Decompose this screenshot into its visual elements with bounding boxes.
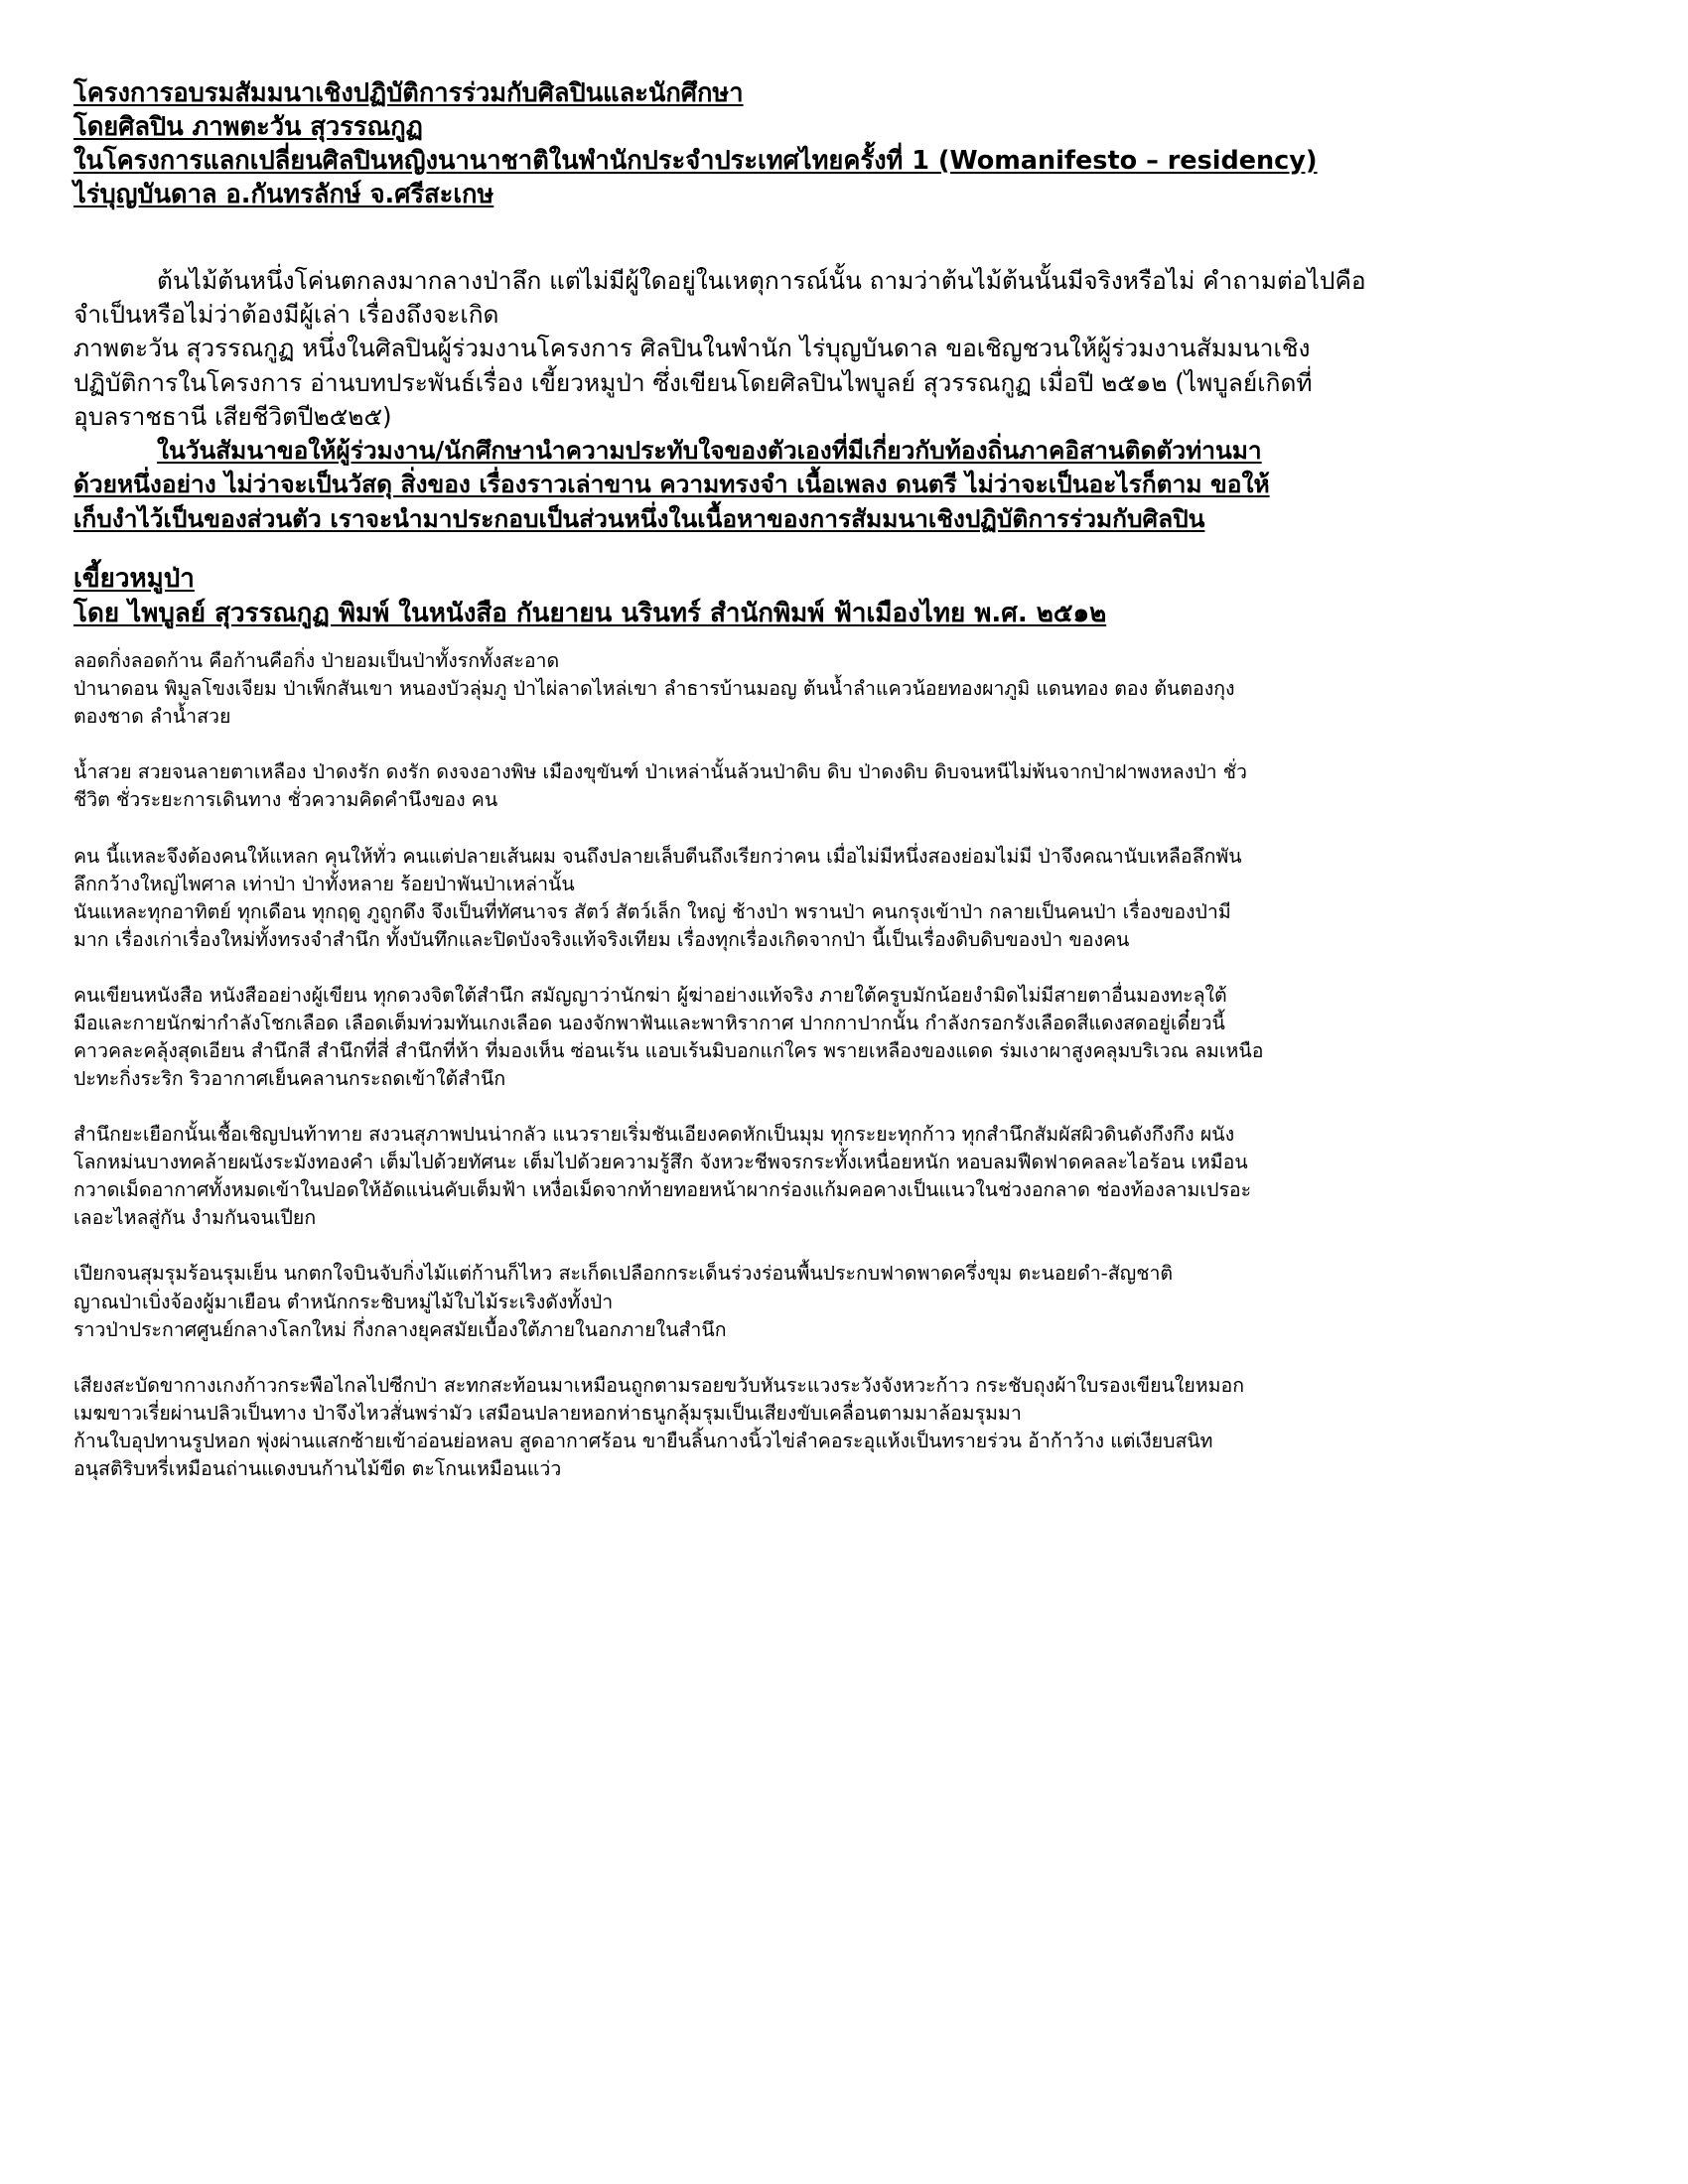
prose-line: คน นี้แหละจึงต้องคนให้แหลก คุนให้ทั่ว คนแต่ปลายเส้นผม จนถึงปลายเล็บตีนถึงเรียกว่าคน เมื่อไม่มีหนึ่งสองย่อมไม่มี ป่าจึงคณานับเหลือลึกพัน <box>73 844 1242 868</box>
heading-line-4: ไร่บุญบันดาล อ.กันทรลักษ์ จ.ศรีสะเกษ <box>73 179 494 209</box>
prose-line: เปียกจนสุมรุมร้อนรุมเย็น นกตกใจบินจับกิ่งไม้แต่ก้านก็ไหว สะเก็ดเปลือกกระเด็นร่วงร่อนพื้นประกบฟาดพาดครึ่งขุม ตะนอยดำ-สัญชาติ <box>73 1262 1174 1286</box>
callout-line-3: เก็บงำไว้เป็นของส่วนตัว เราจะนำมาประกอบเป็นส่วนหนึ่งในเนื้อหาของการสัมมนาเชิงปฏิบัติการร่วมกับศิลปิน <box>73 503 1205 533</box>
paragraph-spacer <box>73 815 1615 843</box>
intro-p2-line2: ปฏิบัติการในโครงการ อ่านบทประพันธ์เรื่อง เขี้ยวหมูป่า ซึ่งเขียนโดยศิลปินไพบูลย์ สุวรรณกูฏ เมื่อปี ๒๕๑๒ (ไพบูลย์เกิดที่ <box>73 367 1313 397</box>
callout-line-1: ในวันสัมนาขอให้ผู้ร่วมงาน/นักศึกษานำความประทับใจของตัวเองที่มีเกี่ยวกับท้องถิ่นภาคอิสานติดตัวท่านมา <box>157 436 1262 466</box>
story-byline: โดย ไพบูลย์ สุวรรณกูฏ พิมพ์ ในหนังสือ กันยายน นรินทร์ สำนักพิมพ์ ฟ้าเมืองไทย พ.ศ. ๒๕๑๒ <box>73 598 1107 628</box>
prose-line: อนุสติริบหรี่เหมือนถ่านแดงบนก้านไม้ขีด ตะโกนเหมือนแว่ว <box>73 1456 562 1480</box>
prose-line: ราวป่าประกาศศูนย์กลางโลกใหม่ กึ่งกลางยุคสมัยเบื้องใต้ภายในอกภายในสำนึก <box>73 1317 727 1341</box>
prose-line: ลอดกิ่งลอดก้าน คือก้านคือกิ่ง ป่ายอมเป็นป่าทั้งรกทั้งสะอาด <box>73 649 560 673</box>
prose-line: ก้านใบอุปทานรูปหอก พุ่งผ่านแสกซ้ายเข้าอ่อนย่อหลบ สูดอากาศร้อน ขายืนลิ้นกางนิ้วไข่ลำคอระอุแห้งเป็นทรายร่วน อ้าก้าว้าง แต่เงียบสนิท <box>73 1429 1213 1452</box>
story-heading-block <box>73 562 1615 630</box>
paragraph-spacer <box>73 1232 1615 1260</box>
heading-line-1: โครงการอบรมสัมมนาเชิงปฏิบัติการร่วมกับศิลปินและนักศึกษา <box>73 78 744 108</box>
intro-p1-line1: ต้นไม้ต้นหนึ่งโค่นตกลงมากลางป่าลึก แต่ไม่มีผู้ใดอยู่ในเหตุการณ์นั้น ถามว่าต้นไม้ต้นนั้นมีจริงหรือไม่ คำถามต่อไปคือ <box>157 265 1366 295</box>
prose-line: มือและกายนักฆ่ากำลังโชกเลือด เลือดเต็มท่วมทันเกงเลือด นองจักพาฟันและพาหิรากาศ ปากกาปากนั้น กำลังกรอกรังเลือดสีแดงสดอยู่เดี๋ยวนี้ <box>73 1011 1225 1034</box>
prose-line: นันแหละทุกอาทิตย์ ทุกเดือน ทุกฤดู ภูถูกดึง จึงเป็นที่ทัศนาจร สัตว์ สัตว์เล็ก ใหญ่ ช้างป่า พรานป่า คนกรุงเข้าป่า กลายเป็นคนป่า เรื่องของป่ามี <box>73 899 1231 923</box>
heading-line-3: ในโครงการแลกเปลี่ยนศิลปินหญิงนานาชาติในพำนักประจำประเทศไทยครั้งที่ 1 (Womanifesto – residency) <box>73 145 1318 176</box>
prose-paragraph <box>73 758 1615 814</box>
document-body <box>73 77 1615 1483</box>
prose-line: เสียงสะบัดขากางเกงก้าวกระพือไกลไปซีกป่า สะทกสะท้อนมาเหมือนถูกตามรอยขวับหันระแวงระวังจังหวะก้าว กระชับถุงผ้าใบรองเขียนใยหมอก <box>73 1373 1245 1397</box>
prose-line: ตองชาด ลำน้ำสวย <box>73 705 231 729</box>
prose-line: ป่านาดอน พิมูลโขงเจียม ป่าเพ็กสันเขา หนองบัวลุ่มภู ป่าไผ่ลาดไหล่เขา ลำธารบ้านมอญ ต้นน้ำลำแควน้อยทองผาภูมิ แดนทอง ตอง ต้นตองกุง <box>73 677 1235 701</box>
intro-paragraph-1 <box>73 264 1615 333</box>
paragraph-spacer <box>73 954 1615 982</box>
prose-line: ชีวิต ชั่วระยะการเดินทาง ชั่วความคิดคำนึงของ คน <box>73 788 498 812</box>
heading-block <box>73 77 1615 212</box>
prose-line: เมฆขาวเรี่ยผ่านปลิวเป็นทาง ป่าจึงไหวสั่นพร่ามัว เสมือนปลายหอกห่าธนูกลุ้มรุมเป็นเสียงขับเคลื่อนตามมาล้อมรุมมา <box>73 1401 1022 1425</box>
intro-p2-line1: ภาพตะวัน สุวรรณกูฏ หนึ่งในศิลปินผู้ร่วมงานโครงการ ศิลปินในพำนัก ไร่บุญบันดาล ขอเชิญชวนให้ผู้ร่วมงานสัมมนาเชิง <box>73 334 1311 363</box>
prose-line: สำนึกยะเยือกนั้นเชื้อเชิญปนท้าทาย สงวนสุภาพปนน่ากลัว แนวรายเริ่มชันเอียงคดหักเป็นมุม ทุกระยะทุกก้าว ทุกสำนึกสัมผัสผิวดินดังกึงกึง ผนัง <box>73 1123 1235 1147</box>
prose-line: กวาดเม็ดอากาศทั้งหมดเข้าในปอดให้อัดแน่นคับเต็มฟ้า เหงื่อเม็ดจากท้ายทอยหน้าผากร่องแก้มคอคางเป็นแนวในช่วงอกลาด ช่องท้องลามเปรอะ <box>73 1178 1252 1202</box>
spacer <box>73 536 1615 562</box>
intro-paragraph-2 <box>73 332 1615 434</box>
intro-p1-line2: จำเป็นหรือไม่ว่าต้องมีผู้เล่า เรื่องถึงจะเกิด <box>73 299 499 329</box>
prose-paragraph <box>73 647 1615 731</box>
paragraph-spacer <box>73 731 1615 758</box>
prose-line: ปะทะกิ่งระริก ริวอากาศเย็นคลานกระถดเข้าใต้สำนึก <box>73 1067 506 1091</box>
heading-line-2: โดยศิลปิน ภาพตะวัน สุวรรณกูฏ <box>73 111 423 142</box>
prose-line: ญาณป่าเบิ่งจ้องผู้มาเยือน ตำหนักกระชิบหมู่ไม้ใบไม้ระเริงดังทั้งป่า <box>73 1290 614 1313</box>
intro-p2-line3: อุบลราชธานี เสียชีวิตปี๒๕๒๕) <box>73 401 392 431</box>
prose-line: โลกหม่นบางทคล้ายผนังระมังทองคำ เต็มไปด้วยทัศนะ เต็มไปด้วยความรู้สึก จังหวะชีพจรกระทั้งเหนื่อยหนัก หอบลมฟืดฟาดคลละไอร้อน เหมือน <box>73 1151 1248 1174</box>
prose-paragraph <box>73 843 1615 954</box>
spacer <box>73 212 1615 264</box>
prose-line: ลึกกว้างใหญ่ไพศาล เท่าป่า ป่าทั้งหลาย ร้อยป่าพันป่าเหล่านั้น <box>73 872 575 895</box>
prose-paragraph <box>73 982 1615 1093</box>
prose-line: คนเขียนหนังสือ หนังสืออย่างผู้เขียน ทุกดวงจิตใต้สำนึก สมัญญาว่านักฆ่า ผู้ฆ่าอย่างแท้จริง ภายใต้ครูบมักน้อยงำมิดไม่มีสายตาอื่นมองทะลุใต้ <box>73 983 1227 1007</box>
prose-line: มาก เรื่องเก่าเรื่องใหม่ทั้งทรงจำสำนึก ทั้งบันทึกและปิดบังจริงแท้จริงเทียม เรื่องทุกเรื่องเกิดจากป่า นี้เป็นเรื่องดิบดิบของป่า ของคน <box>73 927 1130 951</box>
paragraph-spacer <box>73 1344 1615 1372</box>
prose-paragraph <box>73 1372 1615 1483</box>
spacer <box>73 630 1615 647</box>
prose-line: เลอะไหลสู่กัน งำมกันจนเปียก <box>73 1206 317 1230</box>
prose-line: น้ำสวย สวยจนลายตาเหลือง ป่าดงรัก ดงรัก ดงจงอางพิษ เมืองขุขันฑ์ ป่าเหล่านั้นล้วนป่าดิบ ดิบ ป่าดงดิบ ดิบจนหนีไม่พ้นจากป่าฝาพงหลงป่า ชั่ว <box>73 760 1247 784</box>
prose-block <box>73 647 1615 1483</box>
prose-paragraph <box>73 1260 1615 1343</box>
paragraph-spacer <box>73 1093 1615 1121</box>
prose-line: คาวคละคลุ้งสุดเอียน สำนึกสี สำนึกที่สี่ สำนึกที่ห้า ที่มองเห็น ซ่อนเร้น แอบเร้นมิบอกแก่ใคร พรายเหลืองของแดด ร่มเงาผาสูงคลุมบริเวณ ลมเหนือ <box>73 1039 1264 1063</box>
story-title: เขี้ยวหมูป่า <box>73 564 195 594</box>
callout-paragraph <box>73 434 1615 536</box>
callout-line-2: ด้วยหนึ่งอย่าง ไม่ว่าจะเป็นวัสดุ สิ่งของ เรื่องราวเล่าขาน ความทรงจำ เนื้อเพลง ดนตรี ไม่ว่าจะเป็นอะไรก็ตาม ขอให้ <box>73 470 1270 499</box>
prose-paragraph <box>73 1121 1615 1232</box>
